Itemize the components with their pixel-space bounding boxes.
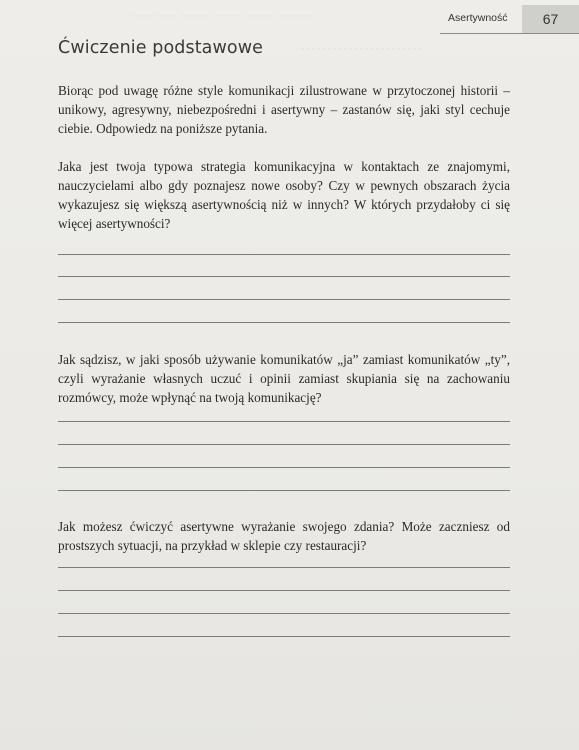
answer-line[interactable] [58, 636, 510, 637]
running-header-section: Asertywność [448, 12, 508, 24]
answer-line[interactable] [58, 276, 510, 277]
answer-line[interactable] [58, 421, 510, 422]
answer-line[interactable] [58, 613, 510, 614]
show-through-text: ······················· [300, 40, 423, 57]
answer-line[interactable] [58, 467, 510, 468]
exercise-title: Ćwiczenie podstawowe [58, 38, 263, 58]
page-number-text: 67 [542, 11, 559, 27]
answer-line[interactable] [58, 490, 510, 491]
header-rule [440, 33, 579, 34]
intro-paragraph: Biorąc pod uwagę różne style komunikacji zilustrowane w przytoczonej historii – unikowy, agresywny, niebezpośredni i asertywny – zastanów się, jaki styl cechuje ciebie. Odpowiedz na poniższe pytania. [58, 83, 510, 136]
answer-line[interactable] [58, 322, 510, 323]
answer-line[interactable] [58, 590, 510, 591]
answer-line[interactable] [58, 444, 510, 445]
question-3: Jak możesz ćwiczyć asertywne wyrażanie swojego zdania? Może zaczniesz od prostszych sytuacji, na przykład w sklepie czy restauracji? [58, 519, 510, 553]
page-number [522, 5, 579, 33]
answer-line[interactable] [58, 254, 510, 255]
show-through-text: ········ ······· ······· ········ ···· ······· [130, 8, 311, 22]
question-1: Jaka jest twoja typowa strategia komunikacyjna w kontaktach ze znajomymi, nauczycielami albo gdy poznajesz nowe osoby? Czy w pewnych obszarach życia wykazujesz się większą asertywnością niż w innych? W których przydałoby ci się więcej asertywności? [58, 159, 510, 231]
question-2: Jak sądzisz, w jaki sposób używanie komunikatów „ja” zamiast komunikatów „ty”, czyli wyrażanie własnych uczuć i opinii zamiast skupiania się na zachowaniu rozmówcy, może wpłynąć na twoją komunikację? [58, 352, 510, 405]
answer-line[interactable] [58, 299, 510, 300]
answer-line[interactable] [58, 567, 510, 568]
